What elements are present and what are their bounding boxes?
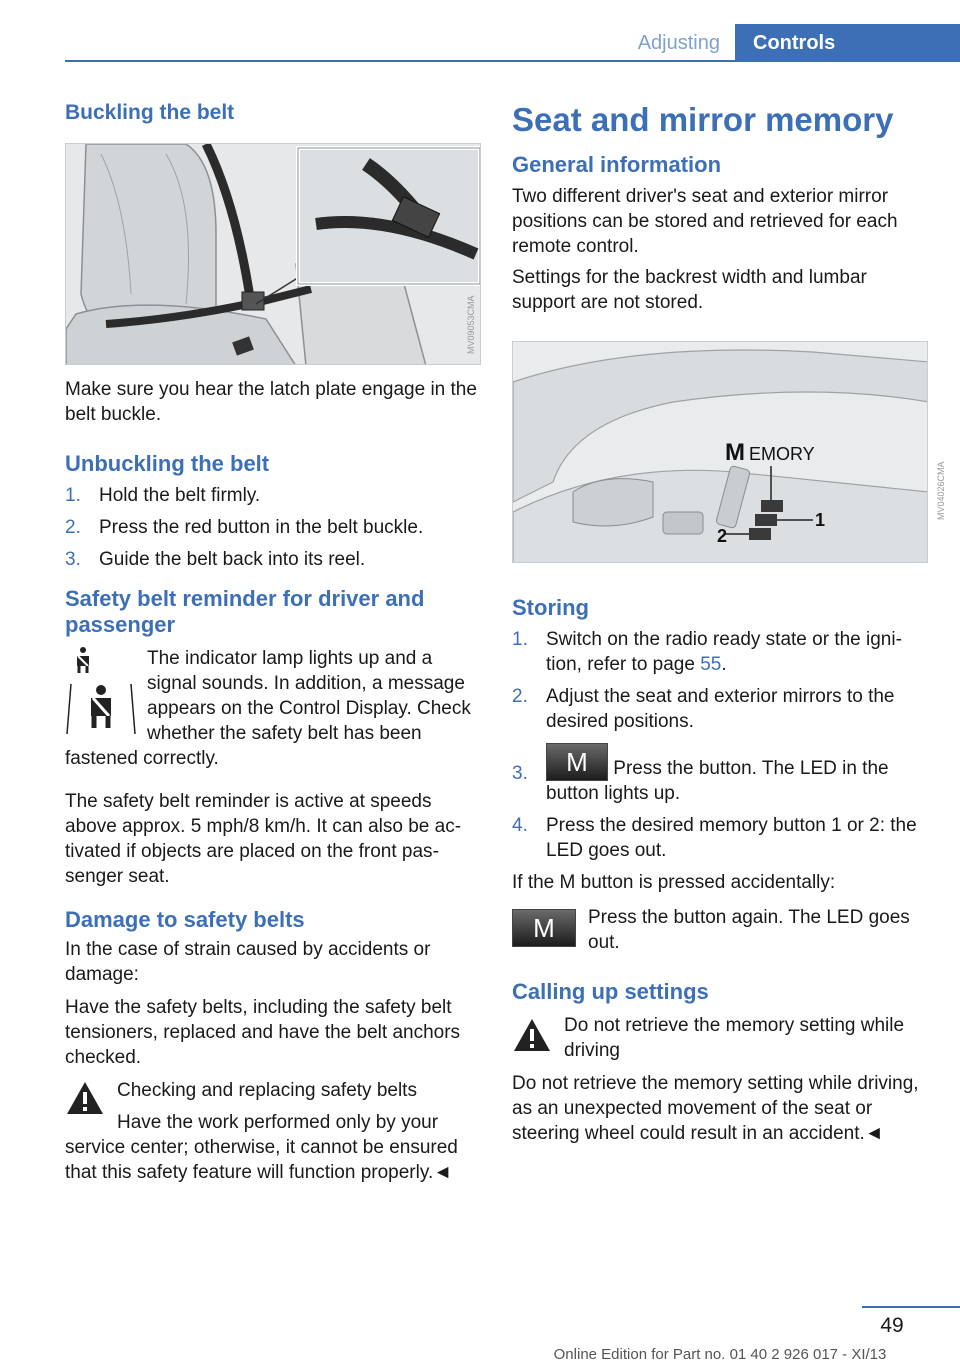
page-number: 49 — [880, 1314, 904, 1337]
reminder-speed-text: The safety belt reminder is active at speeds above approx. 5 mph/8 km/h. It can also be activated if objects are placed on the front passenger seat. — [65, 791, 462, 887]
seatbelt-indicator-icons — [65, 646, 145, 734]
svg-text:MV09053CMA: MV09053CMA — [466, 295, 476, 354]
step-end: . — [721, 654, 727, 675]
step-text: Press the button. The LED in the button lights up. — [546, 758, 889, 804]
warning-triangle-icon — [512, 1017, 552, 1053]
storing-step-2 — [512, 684, 928, 734]
accidental-press-block — [512, 905, 928, 955]
callout-one: 1 — [815, 510, 826, 530]
header-rule — [65, 60, 960, 62]
unbuckling-steps — [65, 483, 483, 572]
warning-triangle-icon — [65, 1080, 105, 1116]
damage-warning-title: Checking and replacing safety belts — [117, 1080, 417, 1101]
seatbelt-warning-icon — [65, 680, 137, 736]
seat-belt-illustration — [66, 144, 481, 365]
damage-heading: Damage to safety belts — [65, 907, 305, 932]
left-column — [65, 100, 483, 1185]
seatbelt-small-icon — [71, 646, 95, 674]
figure-code: MV04026CMA — [936, 461, 946, 520]
memory-heading: Seat and mirror memory — [512, 101, 894, 138]
step-text: Switch on the radio ready state or the ignition, refer to page — [546, 629, 902, 675]
step-text: Guide the belt back into its reel. — [99, 549, 366, 570]
unbuckling-step — [65, 547, 483, 572]
general-info-text-2: Settings for the backrest width and lumbar support are not stored. — [512, 267, 867, 313]
storing-step-1 — [512, 627, 928, 677]
reminder-heading: Safety belt reminder for driver and passenger — [65, 586, 425, 637]
press-again-text: Press the button again. The LED goes out. — [588, 907, 910, 953]
step-number: 3. — [512, 763, 528, 784]
damage-text-2: Have the safety belts, including the safety belt tensioners, replaced and have the belt anchors checked. — [65, 997, 461, 1068]
calling-heading: Calling up settings — [512, 979, 709, 1004]
step-number: 2. — [512, 686, 528, 707]
damage-text-1: In the case of strain caused by accidents or damage: — [65, 939, 431, 985]
accidental-press-text: If the M button is pressed accidentally: — [512, 872, 836, 893]
buckling-text: Make sure you hear the latch plate engage in the belt buckle. — [65, 379, 477, 425]
footer-rule — [862, 1306, 960, 1308]
step-text: Press the red button in the belt buckle. — [99, 517, 424, 538]
header-section-tab[interactable]: Adjusting — [637, 32, 720, 54]
unbuckling-heading: Unbuckling the belt — [65, 451, 270, 476]
storing-heading: Storing — [512, 595, 589, 620]
calling-warning — [512, 1013, 928, 1063]
memory-buttons-figure — [512, 341, 928, 563]
step-number: 4. — [512, 815, 528, 836]
reminder-text: The indicator lamp lights up and a signal sounds. In addition, a message appears on the Control Display. Check whether the safety belt has been fastened correctly. — [65, 648, 471, 769]
right-column — [512, 100, 946, 1146]
memory-buttons-illustration — [513, 342, 928, 563]
m-button-icon: M — [546, 743, 608, 781]
step-number: 1. — [65, 485, 81, 506]
memory-label-initial: M — [725, 439, 745, 466]
memory-label-rest: EMORY — [749, 444, 815, 464]
step-text: Press the desired memory button 1 or 2: the LED goes out. — [546, 815, 917, 861]
unbuckling-step — [65, 483, 483, 508]
buckling-heading: Buckling the belt — [65, 101, 235, 124]
general-info-heading: General information — [512, 152, 722, 177]
reminder-block — [65, 646, 483, 771]
seat-belt-figure — [65, 143, 481, 365]
page-reference-link[interactable]: 55 — [700, 654, 722, 675]
step-number: 1. — [512, 629, 528, 650]
damage-warning — [65, 1078, 483, 1185]
header-chapter-tab[interactable]: Controls — [735, 24, 960, 62]
storing-step-3 — [512, 741, 928, 806]
step-text: Adjust the seat and exterior mirrors to the desired positions. — [546, 686, 895, 732]
step-number: 3. — [65, 549, 81, 570]
calling-warning-title: Do not retrieve the memory setting while driving — [564, 1015, 905, 1061]
callout-two: 2 — [717, 526, 728, 546]
storing-steps — [512, 627, 928, 863]
damage-warning-text: Have the work performed only by your service center; otherwise, it cannot be ensured that this safety feature will function properly.◄ — [65, 1112, 458, 1183]
unbuckling-step — [65, 515, 483, 540]
storing-step-4 — [512, 813, 928, 863]
calling-warning-text: Do not retrieve the memory setting while driving, as an unexpected movement of the seat or steering wheel could result in an accident.◄ — [512, 1073, 919, 1144]
m-button-icon: M — [512, 909, 576, 947]
general-info-text-1: Two different driver's seat and exterior mirror positions can be stored and retrieved for each remote control. — [512, 186, 898, 257]
step-number: 2. — [65, 517, 81, 538]
footer-edition: Online Edition for Part no. 01 40 2 926 017 - XI/13 — [553, 1346, 887, 1362]
step-text: Hold the belt firmly. — [99, 485, 261, 506]
